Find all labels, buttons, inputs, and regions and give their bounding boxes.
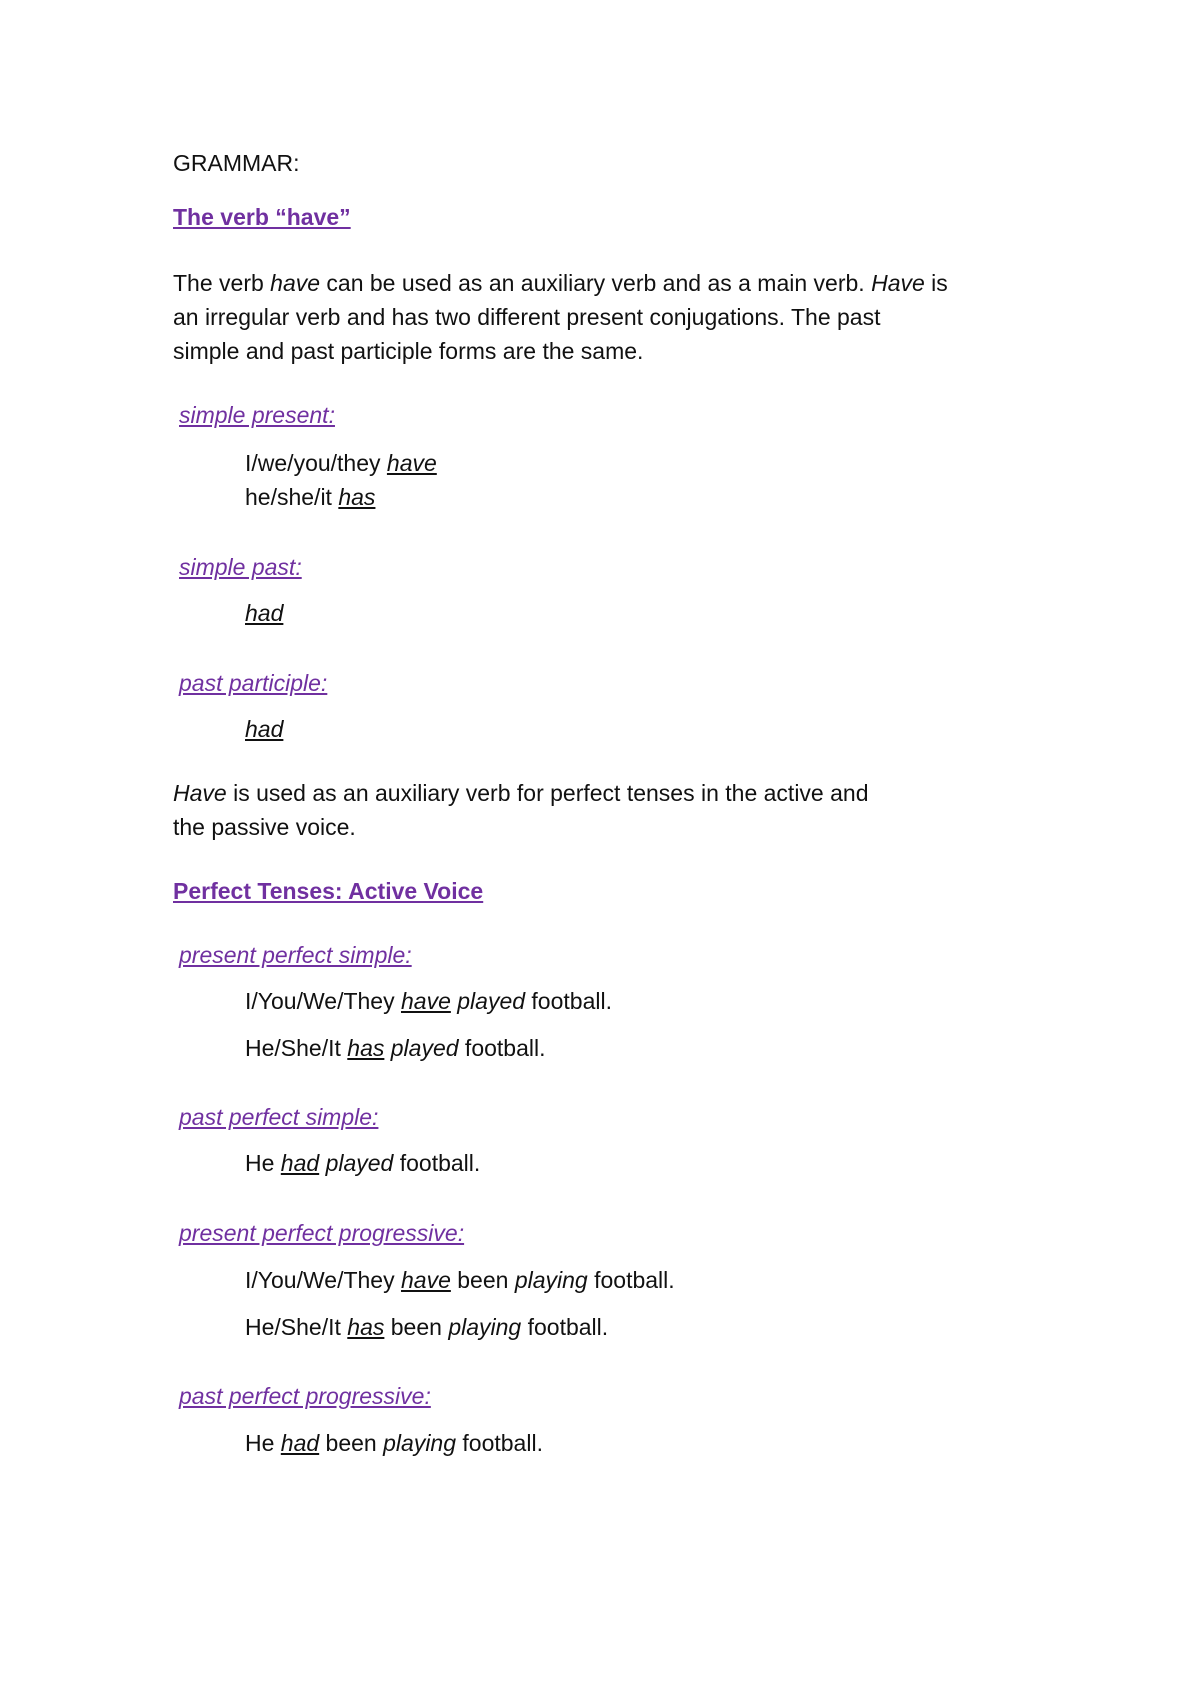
text-run: is used as an auxiliary verb for perfect tenses in the active and xyxy=(226,780,869,806)
label-past-perfect-simple: past perfect simple: xyxy=(179,1104,379,1130)
label-past-perfect-progressive: past perfect progressive: xyxy=(179,1383,431,1409)
example-auxiliary: have xyxy=(400,988,451,1014)
label-past-participle: past participle: xyxy=(179,670,328,696)
example-main-verb: playing xyxy=(448,1314,522,1340)
example-present-perfect-progressive-2 xyxy=(245,1312,608,1342)
example-verb: have xyxy=(386,450,437,476)
example-main-verb: playing xyxy=(514,1267,588,1293)
example-subject: I/we/you/they xyxy=(245,450,387,476)
intro-paragraph-line-1 xyxy=(173,268,948,298)
aux-note-line-2: the passive voice. xyxy=(173,814,356,840)
example-present-perfect-simple-2 xyxy=(245,1033,546,1063)
example-main-verb: played xyxy=(390,1035,459,1061)
example-subject: He/She/It xyxy=(245,1035,348,1061)
example-past-perfect-progressive-1 xyxy=(245,1428,543,1458)
example-auxiliary: has xyxy=(347,1314,385,1340)
label-present-perfect-progressive: present perfect progressive: xyxy=(179,1220,465,1246)
text-run-italic: have xyxy=(270,270,321,296)
section-heading-verb-have: The verb “have” xyxy=(173,204,351,230)
section-heading-perfect-tenses: Perfect Tenses: Active Voice xyxy=(173,878,484,904)
text-run: football. xyxy=(525,988,612,1014)
text-run: football. xyxy=(393,1150,481,1176)
example-subject: I/You/We/They xyxy=(245,1267,401,1293)
example-past-participle: had xyxy=(245,716,284,742)
label-simple-present: simple present: xyxy=(179,402,335,428)
example-present-perfect-simple-1 xyxy=(245,986,612,1016)
example-main-verb: played xyxy=(325,1150,394,1176)
text-run: football. xyxy=(456,1430,543,1456)
page-title: GRAMMAR: xyxy=(173,150,300,176)
text-run: been xyxy=(450,1267,515,1293)
example-subject: He/She/It xyxy=(245,1314,348,1340)
text-run: been xyxy=(384,1314,449,1340)
text-run: The verb xyxy=(173,270,271,296)
example-present-perfect-progressive-1 xyxy=(245,1265,675,1295)
example-auxiliary: have xyxy=(400,1267,451,1293)
example-simple-present-1 xyxy=(245,448,437,478)
example-main-verb: played xyxy=(457,988,526,1014)
aux-note-line-1 xyxy=(173,778,869,808)
example-verb: has xyxy=(338,484,376,510)
example-auxiliary: had xyxy=(280,1430,320,1456)
text-run: can be used as an auxiliary verb and as a main verb. xyxy=(320,270,872,296)
text-run-italic: Have xyxy=(173,780,227,806)
example-past-perfect-simple-1 xyxy=(245,1148,480,1178)
example-subject: I/You/We/They xyxy=(245,988,401,1014)
text-run: football. xyxy=(521,1314,609,1340)
text-run-italic: Have xyxy=(871,270,925,296)
example-simple-present-2 xyxy=(245,482,375,512)
text-run: football. xyxy=(587,1267,675,1293)
example-main-verb: playing xyxy=(383,1430,457,1456)
example-subject: he/she/it xyxy=(245,484,339,510)
label-present-perfect-simple: present perfect simple: xyxy=(179,942,412,968)
text-run: been xyxy=(319,1430,384,1456)
text-run: football. xyxy=(458,1035,546,1061)
intro-paragraph-line-3: simple and past participle forms are the same. xyxy=(173,338,644,364)
example-simple-past: had xyxy=(245,600,284,626)
label-simple-past: simple past: xyxy=(179,554,302,580)
example-subject: He xyxy=(245,1150,281,1176)
example-subject: He xyxy=(245,1430,281,1456)
example-auxiliary: had xyxy=(280,1150,320,1176)
text-run: is xyxy=(924,270,948,296)
example-auxiliary: has xyxy=(347,1035,385,1061)
intro-paragraph-line-2: an irregular verb and has two different present conjugations. The past xyxy=(173,304,881,330)
